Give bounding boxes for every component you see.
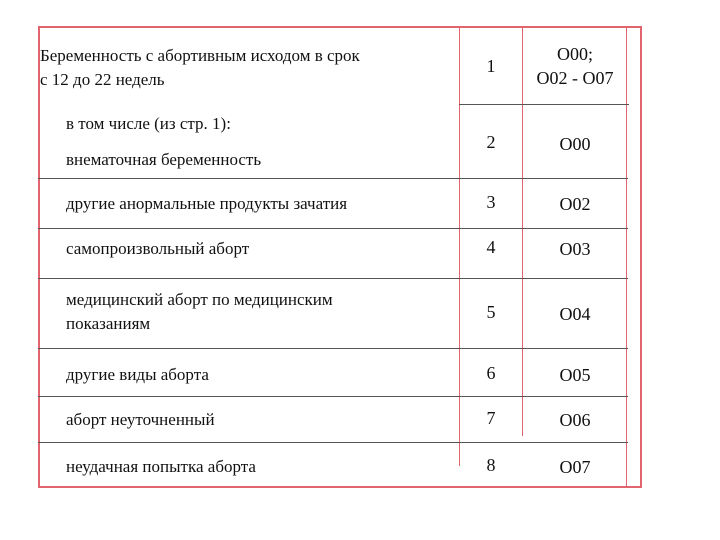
row-2-number: 2 [486, 132, 496, 152]
row-divider [38, 348, 628, 349]
row-2-label-line-1: в том числе (из стр. 1): [66, 114, 231, 133]
row-divider [38, 178, 628, 179]
row-8-code: O07 [559, 457, 591, 477]
row-4-label: самопроизвольный аборт [66, 239, 250, 258]
row-divider [459, 104, 629, 105]
row-7-label: аборт неуточненный [66, 410, 215, 429]
row-4-number: 4 [486, 237, 496, 257]
row-8-number: 8 [486, 455, 496, 475]
row-3-code: O02 [559, 194, 591, 214]
row-divider [38, 442, 628, 443]
row-5-label-line-2: показаниям [66, 314, 151, 333]
row-6-code: O05 [559, 365, 591, 385]
row-3-number: 3 [486, 192, 496, 212]
row-2-label-line-2: внематочная беременность [66, 150, 262, 169]
row-1-number: 1 [486, 56, 496, 76]
row-1-code-line-1: O00; [557, 44, 593, 64]
row-1-label-line-1: Беременность с абортивным исходом в срок [40, 46, 360, 65]
row-1-label-line-2: с 12 до 22 недель [40, 70, 165, 89]
row-5-label-line-1: медицинский аборт по медицинским [66, 290, 333, 309]
row-8-label: неудачная попытка аборта [66, 457, 256, 476]
row-divider [38, 228, 628, 229]
row-6-label: другие виды аборта [66, 365, 209, 384]
row-1-code-line-2: O02 - O07 [536, 68, 614, 88]
row-divider [38, 278, 628, 279]
row-5-number: 5 [486, 302, 496, 322]
row-divider [38, 396, 628, 397]
row-2-code: O00 [559, 134, 591, 154]
row-7-code: O06 [559, 410, 591, 430]
row-6-number: 6 [486, 363, 496, 383]
row-4-code: O03 [559, 239, 591, 259]
row-3-label: другие анормальные продукты зачатия [66, 194, 348, 213]
row-7-number: 7 [486, 408, 496, 428]
row-5-code: O04 [559, 304, 591, 324]
